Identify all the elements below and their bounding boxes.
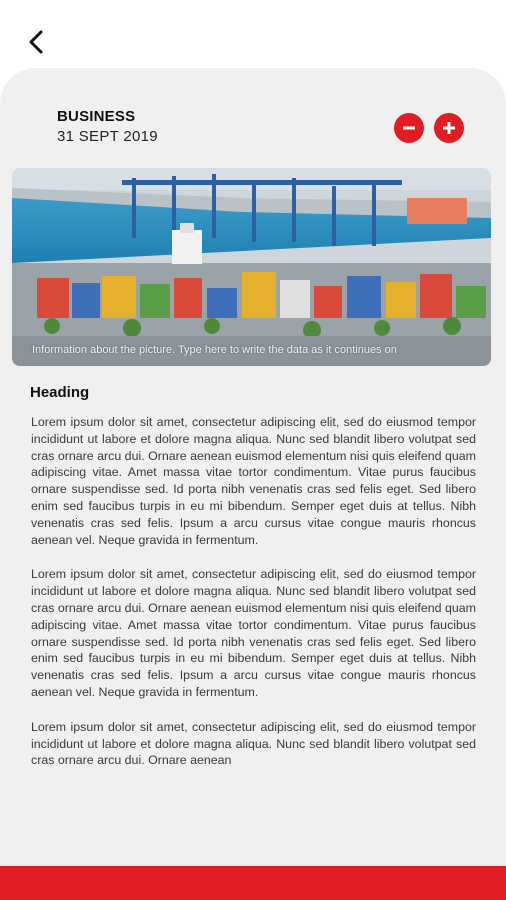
zoom-in-button[interactable] [434,113,464,143]
article-category: BUSINESS [57,108,136,125]
article-heading: Heading [30,384,90,401]
article-body [31,414,476,787]
minus-icon [401,120,417,136]
article-card [0,68,506,868]
plus-icon [441,120,457,136]
chevron-left-icon [28,30,44,54]
article-date: 31 SEPT 2019 [57,128,158,145]
article-paragraph: Lorem ipsum dolor sit amet, consectetur adipiscing elit, sed do eiusmod tempor incididunt ut labore et dolore magna aliqua. Nunc sed blandit libero volutpat sed cras ornare arcu dui. Ornare aenean euismod elementum nisi quis eleifend quam adipiscing vitae. Amet massa vitae tortor condimentum. Vitae purus faucibus ornare suspendisse sed. Id porta nibh venenatis cras sed felis eget. Sed libero enim sed faucibus turpis in eu mi bibendum. Semper eget duis at tellus. Nibh venenatis cras sed felis. Ipsum a arcu cursus vitae congue mauris rhoncus aenean vel. Neque gravida in fermentum. [31,415,476,547]
text-size-controls [394,113,464,143]
back-button[interactable] [22,28,50,56]
article-meta [57,108,158,145]
zoom-out-button[interactable] [394,113,424,143]
article-image [12,168,491,366]
article-paragraph: Lorem ipsum dolor sit amet, consectetur adipiscing elit, sed do eiusmod tempor incididunt ut labore et dolore magna aliqua. Nunc sed blandit libero volutpat sed cras ornare arcu dui. Ornare aenean euismod elementum nisi quis eleifend quam adipiscing vitae. Amet massa vitae tortor condimentum. Vitae purus faucibus ornare suspendisse sed. Id porta nibh venenatis cras sed felis eget. Sed libero enim sed faucibus turpis in eu mi bibendum. Semper eget duis at tellus. Nibh venenatis cras sed felis. Ipsum a arcu cursus vitae congue mauris rhoncus aenean vel. Neque gravida in fermentum. [31,567,476,699]
article-paragraph: Lorem ipsum dolor sit amet, consectetur adipiscing elit, sed do eiusmod tempor incididunt ut labore et dolore magna aliqua. Nunc sed blandit libero volutpat sed cras ornare arcu dui. Ornare aenean [31,719,476,768]
port-photo [12,168,491,366]
bottom-bar [0,866,506,900]
image-caption: Information about the picture. Type here to write the data as it continues on [32,344,397,356]
